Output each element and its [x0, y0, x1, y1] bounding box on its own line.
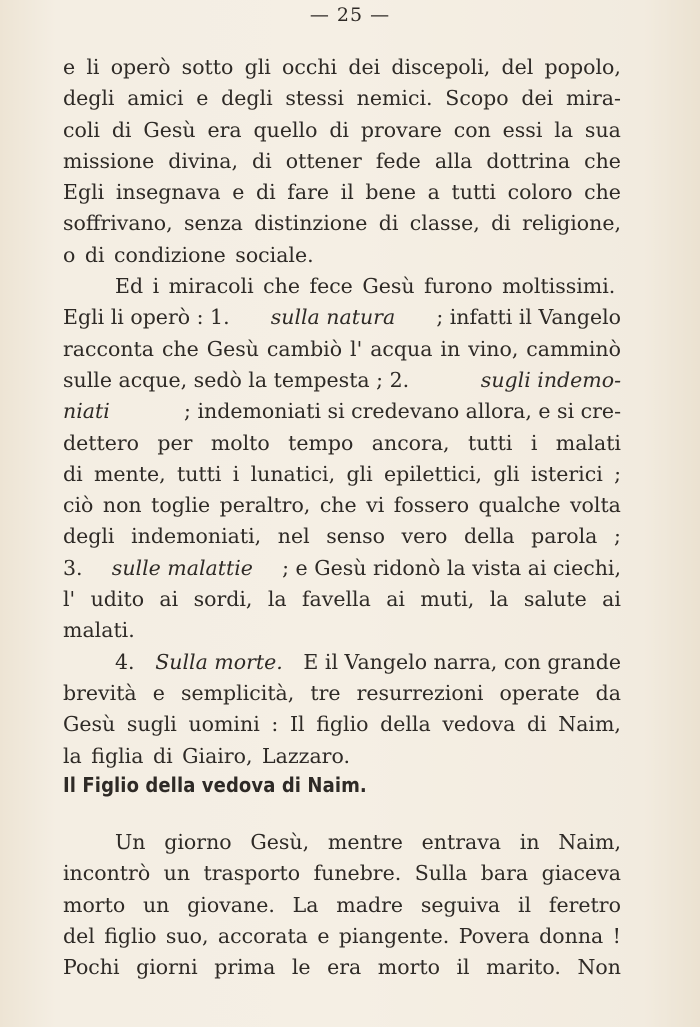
text-line: niati ; indemoniati si credevano allora, e si cre-	[63, 396, 621, 427]
text-line: Pochi giorni prima le era morto il marito. Non	[63, 955, 621, 980]
page-number: — 25 —	[309, 4, 391, 26]
italic-term: sulle malattie	[111, 555, 253, 580]
text-line: coli di Gesù era quello di provare con essi la sua	[63, 117, 621, 142]
text-line: sulle acque, sedò la tempesta ; 2. sugli indemo-	[63, 365, 621, 396]
text-line: racconta che Gesù cambiò l' acqua in vino, camminò	[63, 336, 621, 361]
text-line: la figlia di Giairo, Lazzaro.	[63, 743, 350, 768]
text-line: del figlio suo, accorata e piangente. Povera donna !	[63, 923, 621, 948]
text-line: l' udito ai sordi, la favella ai muti, la salute ai	[63, 587, 621, 612]
italic-term: sugli indemo-	[480, 367, 621, 392]
text-line: o di condizione sociale.	[63, 242, 314, 267]
text-line: Ed i miracoli che fece Gesù furono moltissimi.	[115, 274, 616, 299]
italic-term: Sulla morte.	[155, 649, 283, 674]
text-line: malati.	[63, 618, 135, 643]
text-line: missione divina, di ottener fede alla dottrina che	[63, 148, 621, 173]
text-line: 3. sulle malattie ; e Gesù ridonò la vista ai ciechi,	[63, 553, 621, 584]
text-line: Un giorno Gesù, mentre entrava in Naim,	[115, 830, 621, 854]
text-line: Egli li operò : 1. sulla natura ; infatti il Vangelo	[63, 302, 621, 333]
text-line: e li operò sotto gli occhi dei discepoli, del popolo,	[63, 55, 621, 79]
body-text-lower	[63, 827, 621, 983]
text-line: soffrivano, senza distinzione di classe, di religione,	[63, 211, 621, 236]
text-line: Egli insegnava e di fare il bene a tutti coloro che	[63, 180, 621, 205]
text-line: morto un giovane. La madre seguiva il feretro	[63, 892, 621, 917]
text-line: di mente, tutti i lunatici, gli epilettici, gli isterici ;	[63, 461, 621, 486]
text-line: ciò non toglie peraltro, che vi fossero qualche volta	[63, 493, 621, 518]
italic-term: sulla natura	[270, 305, 396, 330]
body-text-upper	[63, 52, 621, 772]
text-line: Gesù sugli uomini : Il figlio della vedova di Naim,	[63, 712, 621, 737]
text-line: incontrò un trasporto funebre. Sulla bara giaceva	[63, 861, 621, 886]
text-line: brevità e semplicità, tre resurrezioni operate da	[63, 680, 621, 705]
italic-term: niati	[63, 399, 110, 424]
section-heading: Il Figlio della vedova di Naim.	[63, 773, 367, 797]
text-line: dettero per molto tempo ancora, tutti i malati	[63, 430, 621, 455]
text-line: 4. Sulla morte. E il Vangelo narra, con grande	[63, 647, 621, 678]
text-line: degli amici e degli stessi nemici. Scopo dei mira-	[63, 86, 621, 111]
text-line: degli indemoniati, nel senso vero della parola ;	[63, 524, 621, 549]
